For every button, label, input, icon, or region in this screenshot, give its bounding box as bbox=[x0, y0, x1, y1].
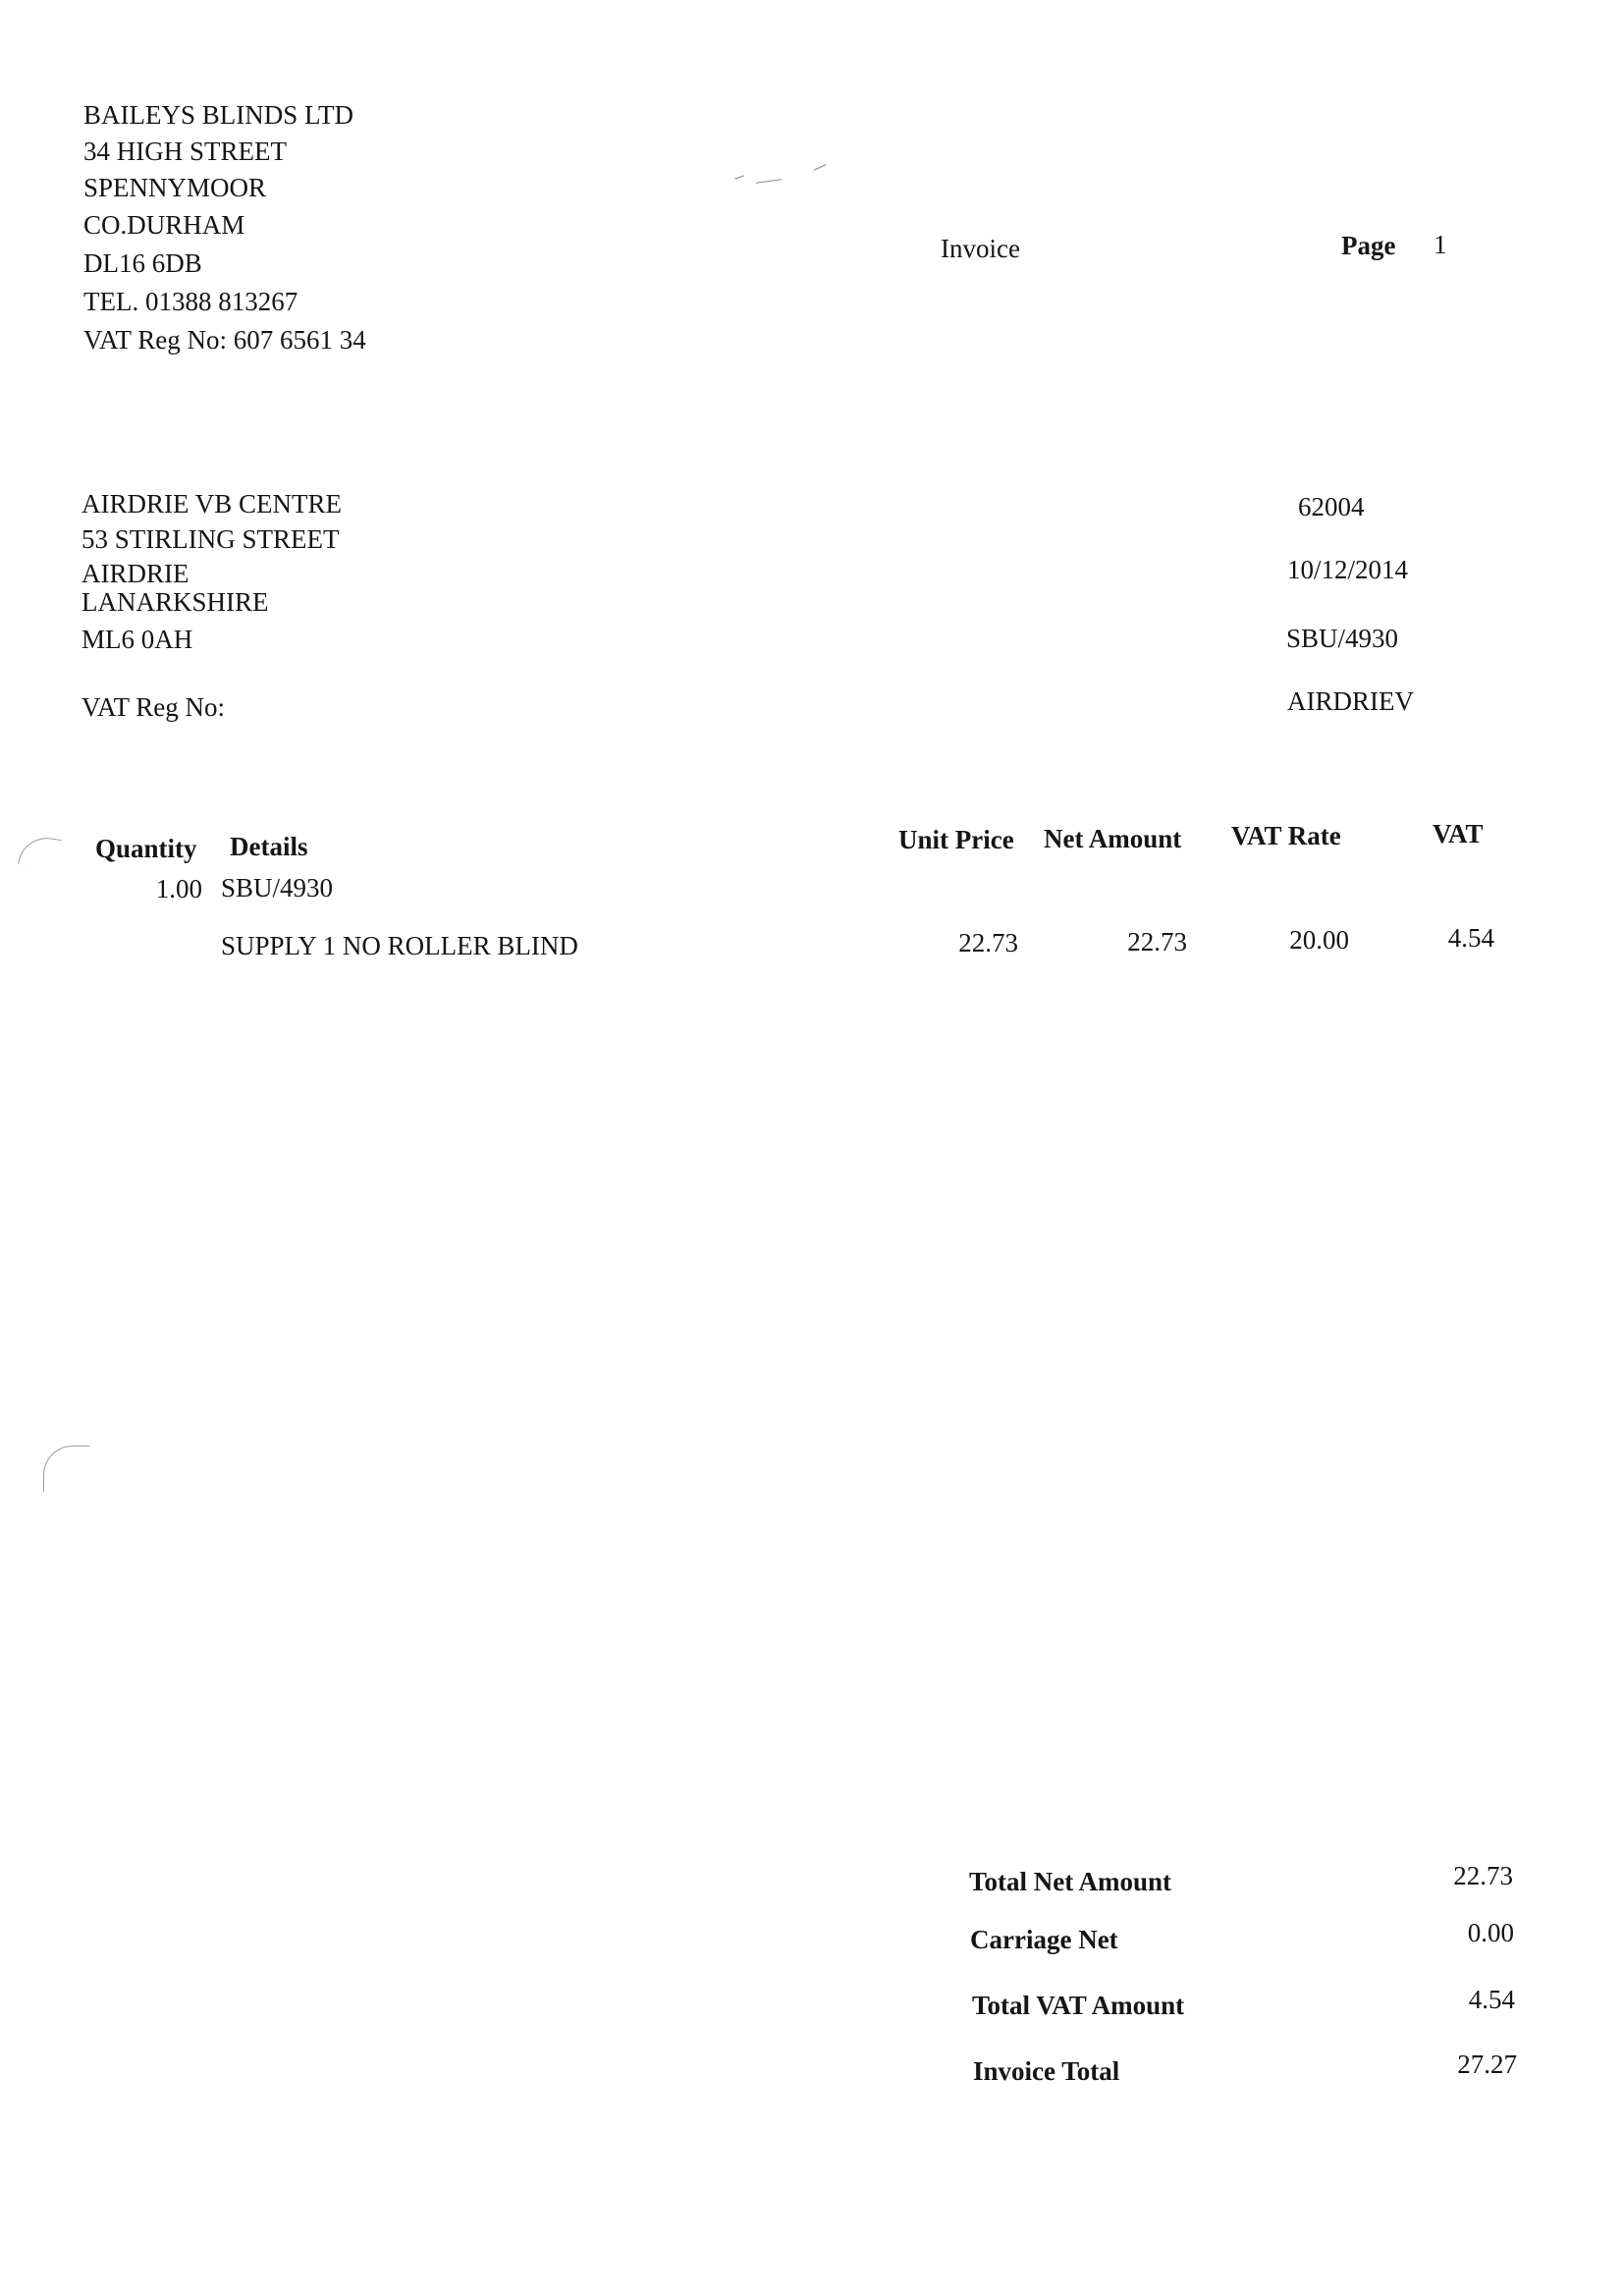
customer-street: 53 STIRLING STREET bbox=[81, 524, 340, 554]
row-vat-rate: 20.00 bbox=[1289, 925, 1349, 955]
invoice-date: 10/12/2014 bbox=[1287, 555, 1409, 584]
supplier-name: BAILEYS BLINDS LTD bbox=[83, 100, 354, 130]
total-net-value: 22.73 bbox=[1453, 1861, 1513, 1890]
customer-town: AIRDRIE bbox=[81, 559, 189, 588]
punch-hole-mark bbox=[43, 1446, 89, 1492]
table-row bbox=[0, 864, 1623, 972]
supplier-vat-reg: VAT Reg No: 607 6561 34 bbox=[83, 325, 366, 355]
supplier-town: SPENNYMOOR bbox=[83, 173, 267, 202]
customer-vat-reg: VAT Reg No: bbox=[81, 692, 226, 722]
carriage-net-label: Carriage Net bbox=[970, 1925, 1118, 1954]
supplier-postcode: DL16 6DB bbox=[83, 248, 202, 278]
invoice-total-value: 27.27 bbox=[1457, 2050, 1517, 2079]
account-code: AIRDRIEV bbox=[1287, 686, 1414, 716]
column-header-unit-price: Unit Price bbox=[898, 825, 1014, 854]
customer-postcode: ML6 0AH bbox=[81, 625, 193, 654]
row-vat: 4.54 bbox=[1447, 923, 1494, 953]
page-label: Page bbox=[1341, 231, 1396, 260]
column-header-details: Details bbox=[230, 832, 308, 861]
page-number: 1 bbox=[1434, 230, 1447, 259]
invoice-reference: SBU/4930 bbox=[1286, 624, 1399, 653]
scan-speck bbox=[734, 175, 744, 179]
total-vat-label: Total VAT Amount bbox=[972, 1991, 1185, 2020]
column-header-net-amount: Net Amount bbox=[1044, 824, 1182, 853]
total-vat-value: 4.54 bbox=[1468, 1985, 1515, 2014]
document-type: Invoice bbox=[941, 234, 1020, 263]
supplier-phone: TEL. 01388 813267 bbox=[83, 287, 298, 316]
supplier-street: 34 HIGH STREET bbox=[83, 137, 287, 166]
column-header-quantity: Quantity bbox=[95, 834, 197, 863]
scan-speck bbox=[813, 164, 826, 171]
row-unit-price: 22.73 bbox=[958, 928, 1018, 957]
invoice-total-label: Invoice Total bbox=[973, 2056, 1120, 2086]
customer-address bbox=[81, 491, 474, 727]
carriage-net-value: 0.00 bbox=[1467, 1918, 1514, 1947]
row-quantity: 1.00 bbox=[155, 874, 202, 903]
customer-name: AIRDRIE VB CENTRE bbox=[81, 489, 343, 519]
customer-county: LANARKSHIRE bbox=[81, 587, 269, 617]
supplier-address bbox=[83, 102, 476, 357]
row-description: SUPPLY 1 NO ROLLER BLIND bbox=[221, 931, 578, 960]
invoice-number: 62004 bbox=[1298, 492, 1365, 521]
total-net-label: Total Net Amount bbox=[969, 1867, 1172, 1896]
scan-speck bbox=[756, 179, 782, 184]
column-header-vat-rate: VAT Rate bbox=[1231, 821, 1341, 850]
column-header-vat: VAT bbox=[1433, 819, 1484, 848]
row-details-ref: SBU/4930 bbox=[221, 873, 334, 902]
row-net-amount: 22.73 bbox=[1127, 927, 1187, 957]
supplier-county: CO.DURHAM bbox=[83, 210, 245, 240]
